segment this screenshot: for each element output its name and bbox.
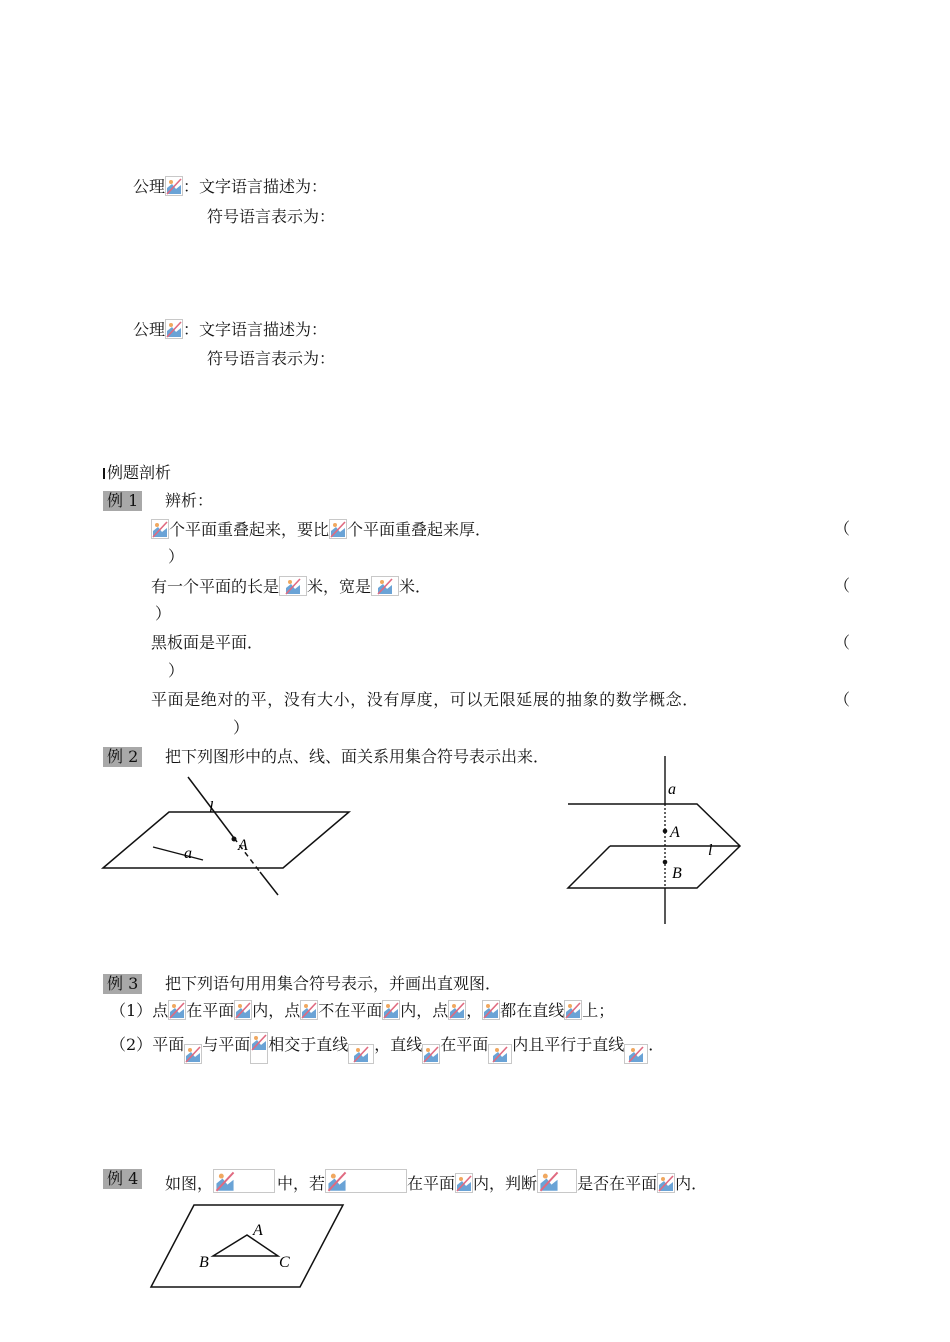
axiom-1-text-line: ：文字语言描述为： xyxy=(183,177,328,196)
formula-image-icon xyxy=(488,1044,512,1064)
heading-marker xyxy=(103,468,105,479)
ex1-item-3-paren-close: ） xyxy=(168,661,185,680)
ex1-item-2-paren-open: （ xyxy=(834,576,851,595)
ex3-text-part: 在平面 xyxy=(440,1035,489,1054)
ex2-figure-1 xyxy=(100,772,360,902)
label-A: A xyxy=(670,824,680,841)
formula-image-icon xyxy=(279,576,307,596)
formula-image-icon xyxy=(213,1169,275,1193)
ex3-text-part: ． xyxy=(648,1035,665,1054)
ex1-tag: 例 1 xyxy=(103,491,142,511)
ex3-tag: 例 3 xyxy=(103,974,142,994)
formula-image-icon xyxy=(455,1173,473,1193)
formula-image-icon xyxy=(348,1044,374,1064)
ex4-text-part: 是否在平面 xyxy=(577,1174,658,1193)
plane-parallelogram xyxy=(151,1205,343,1287)
ex1-item-2-paren-close: ） xyxy=(155,604,172,623)
ex1-item-1-text-b: 个平面重叠起来厚． xyxy=(347,520,492,539)
ex4-text-part: 中，若 xyxy=(277,1174,326,1193)
formula-image-icon xyxy=(657,1173,675,1193)
ex3-line-1-number: （1） xyxy=(110,1001,153,1020)
formula-image-icon xyxy=(325,1169,407,1193)
axiom-number-image-icon xyxy=(165,319,183,339)
label-a: a xyxy=(184,845,192,862)
formula-image-icon xyxy=(371,576,399,596)
axiom-2-prefix: 公理 xyxy=(133,320,166,339)
formula-image-icon xyxy=(537,1169,577,1193)
point-A xyxy=(663,829,668,834)
formula-image-icon xyxy=(168,1000,186,1020)
axiom-number-image-icon xyxy=(165,176,183,196)
ex3-text-part: 平面 xyxy=(152,1035,185,1054)
ex1-item-4-paren-close: ） xyxy=(233,718,250,737)
ex1-item-2 xyxy=(151,576,431,597)
formula-image-icon xyxy=(422,1044,440,1064)
ex3-line-1 xyxy=(110,1000,614,1021)
label-C: C xyxy=(279,1254,290,1271)
label-A: A xyxy=(238,837,248,854)
ex4-text-part: 内，判断 xyxy=(473,1174,538,1193)
label-l: l xyxy=(708,842,713,859)
ex1-item-4: 平面是绝对的平，没有大小，没有厚度，可以无限延展的抽象的数学概念． xyxy=(151,690,699,709)
ex3-text-part: 在平面 xyxy=(186,1001,235,1020)
formula-image-icon xyxy=(564,1000,582,1020)
ex3-text-part: 都在直线 xyxy=(500,1001,565,1020)
formula-image-icon xyxy=(184,1044,202,1064)
ex1-title: 辨析： xyxy=(165,491,214,510)
ex3-text-part: 与平面 xyxy=(202,1035,251,1054)
ex1-item-3-paren-open: （ xyxy=(834,633,851,652)
label-B: B xyxy=(199,1254,209,1271)
ex1-item-3: 黑板面是平面． xyxy=(151,633,264,652)
ex3-text-part: 相交于直线 xyxy=(268,1035,349,1054)
ex2-figure-2 xyxy=(560,752,760,932)
ex3-text-part: 上； xyxy=(582,1001,615,1020)
ex3-text-part: 不在平面 xyxy=(318,1001,383,1020)
ex1-item-1-paren-close: ） xyxy=(168,547,185,566)
formula-image-icon xyxy=(151,519,169,539)
axiom-2-text-line: ：文字语言描述为： xyxy=(183,320,328,339)
ex1-item-1-paren-open: （ xyxy=(834,519,851,538)
label-l: l xyxy=(209,799,214,816)
formula-image-icon xyxy=(250,1032,268,1064)
ex2-text: 把下列图形中的点、线、面关系用集合符号表示出来． xyxy=(165,747,550,766)
ex3-text-part: 内且平行于直线 xyxy=(512,1035,625,1054)
formula-image-icon xyxy=(382,1000,400,1020)
ex3-line-2-number: （2） xyxy=(110,1035,153,1054)
ex1-item-1 xyxy=(151,519,491,540)
ex4-line xyxy=(165,1169,707,1194)
ex3-line-2 xyxy=(110,1032,664,1064)
ex4-figure xyxy=(145,1200,350,1292)
axiom-2-line-1 xyxy=(133,319,327,340)
axiom-1-line-1 xyxy=(133,176,327,197)
axiom-1-prefix: 公理 xyxy=(133,177,166,196)
ex1-item-2-text-c: 米． xyxy=(399,577,432,596)
ex3-text-part: 点 xyxy=(152,1001,169,1020)
ex3-text-part: 内，点 xyxy=(400,1001,449,1020)
ex4-tag: 例 4 xyxy=(103,1169,142,1189)
formula-image-icon xyxy=(329,519,347,539)
ex3-text-part: ，直线 xyxy=(374,1035,423,1054)
formula-image-icon xyxy=(482,1000,500,1020)
label-A: A xyxy=(253,1222,263,1239)
label-B: B xyxy=(672,865,682,882)
plane-parallelogram xyxy=(103,812,349,868)
axiom-2-symbol-line: 符号语言表示为： xyxy=(207,349,336,368)
point-B xyxy=(663,860,668,865)
ex4-text-part: 如图， xyxy=(165,1174,214,1193)
point-A xyxy=(232,837,237,842)
label-a: a xyxy=(668,781,676,798)
ex4-text-part: 内． xyxy=(675,1174,708,1193)
line-l-solid-lower xyxy=(260,872,278,895)
triangle-ABC xyxy=(213,1235,278,1256)
formula-image-icon xyxy=(624,1044,648,1064)
line-a xyxy=(153,847,203,860)
formula-image-icon xyxy=(234,1000,252,1020)
ex1-item-2-text-a: 有一个平面的长是 xyxy=(151,577,280,596)
ex3-text-part: ， xyxy=(466,1001,483,1020)
ex1-item-2-text-b: 米，宽是 xyxy=(307,577,372,596)
ex3-text: 把下列语句用用集合符号表示，并画出直观图． xyxy=(165,974,502,993)
ex4-text-part: 在平面 xyxy=(407,1174,456,1193)
axiom-1-symbol-line: 符号语言表示为： xyxy=(207,207,336,226)
ex1-item-1-text-a: 个平面重叠起来，要比 xyxy=(169,520,330,539)
ex2-tag: 例 2 xyxy=(103,747,142,767)
formula-image-icon xyxy=(448,1000,466,1020)
section-heading-text: 例题剖析 xyxy=(107,463,172,482)
section-heading xyxy=(103,463,171,483)
ex1-item-4-paren-open: （ xyxy=(834,690,851,709)
ex3-text-part: 内，点 xyxy=(252,1001,301,1020)
formula-image-icon xyxy=(300,1000,318,1020)
